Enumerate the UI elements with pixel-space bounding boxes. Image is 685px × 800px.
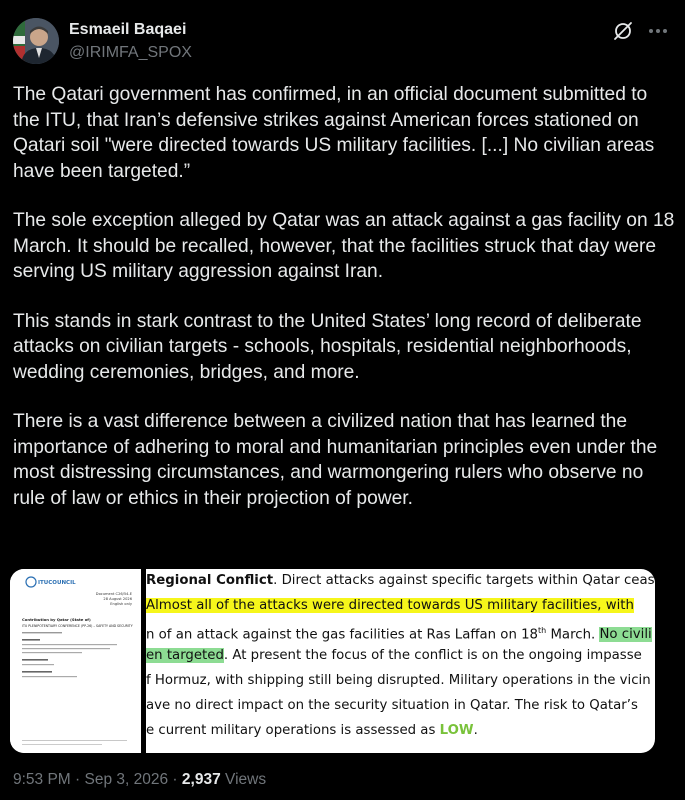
post-time[interactable]: 9:53 PM <box>13 771 71 788</box>
author-names <box>69 20 192 64</box>
document-thumbnail <box>10 569 141 753</box>
excerpt-highlight-green-1: No civili <box>599 627 652 643</box>
excerpt-heading: Regional Conflict <box>146 573 274 588</box>
more-options-button[interactable] <box>644 19 672 43</box>
excerpt-line-3-mid: March. <box>546 627 600 643</box>
excerpt-line-7-start: e current military operations is assessed as <box>146 723 440 738</box>
post-date[interactable]: Sep 3, 2026 <box>84 771 169 788</box>
excerpt-risk-low: LOW <box>439 723 474 738</box>
document-language: English only <box>110 602 132 606</box>
media-image-excerpt[interactable] <box>146 569 655 753</box>
excerpt-highlight-yellow: Almost all of the attacks were directed towards US military facilities, with <box>146 598 634 613</box>
excerpt-highlight-green-2: en targeted <box>146 648 224 663</box>
tweet-paragraph-1: The Qatari government has confirmed, in an official document submitted to the ITU, that Iran’s defensive strikes against American forces stationed on Qatari soil "were directed towards US military facilities. [...] No civilian areas have been targeted.” <box>13 84 655 182</box>
avatar[interactable] <box>13 18 59 64</box>
excerpt-line-4 <box>146 646 642 666</box>
grok-slash-icon <box>611 19 635 43</box>
document-logo: ITUCOUNCIL <box>38 580 76 586</box>
excerpt-line-7-end: . <box>473 723 478 738</box>
document-title: Contribution by Qatar (State of) <box>22 617 91 622</box>
excerpt-line-3 <box>146 621 652 645</box>
views-count[interactable]: 2,937 <box>181 771 221 788</box>
document-date: 28 August 2026 <box>103 597 132 601</box>
views-label: Views <box>220 771 267 788</box>
tweet-paragraph-4: There is a vast difference between a civilized nation that has learned the importance of adhering to moral and humanitarian principles even under the most distressing circumstances, and warmongering rulers who observe no rule of law or ethics in their projection of power. <box>13 411 658 509</box>
excerpt-line-2 <box>146 596 634 616</box>
excerpt-line-4-rest: . At present the focus of the conflict is on the ongoing impasse <box>223 648 642 663</box>
document-ref: Document C26/54-E <box>95 592 132 596</box>
tweet-paragraph-3: This stands in stark contrast to the United States’ long record of deliberate attacks on civilian targets - schools, hospitals, residential neighborhoods, wedding ceremonies, bridges, and more. <box>13 310 642 383</box>
tweet-media <box>10 569 655 753</box>
excerpt-line-3-start: n of an attack against the gas facilities at Ras Laffan on 18 <box>146 627 539 643</box>
excerpt-line-5: f Hormuz, with shipping still being disrupted. Military operations in the vicin <box>146 673 651 688</box>
tweet-paragraph-2: The sole exception alleged by Qatar was an attack against a gas facility on 18 March. It should be recalled, however, that the facilities struck that day were serving US military aggression against Iran. <box>13 210 675 282</box>
tweet-header <box>13 13 672 67</box>
meta-separator-2: · <box>168 771 182 788</box>
excerpt-line-7 <box>146 721 478 741</box>
tweet-text <box>13 82 677 535</box>
excerpt-line-3-sup: th <box>538 626 547 635</box>
excerpt-line-1-text: . Direct attacks against specific targets within Qatar ceas <box>273 573 655 588</box>
grok-button[interactable] <box>611 19 635 43</box>
excerpt-line-6: ave no direct impact on the security situation in Qatar. The risk to Qatar’s <box>146 698 638 713</box>
meta-separator: · <box>70 771 85 788</box>
avatar-photo-icon <box>13 18 59 64</box>
media-image-document[interactable] <box>10 569 141 753</box>
document-subtitle: ITU PLENIPOTENTIARY CONFERENCE (PP-26) – SAFETY AND SECURITY <box>22 624 133 628</box>
author-handle[interactable]: @IRIMFA_SPOX <box>69 44 192 61</box>
author-display-name[interactable]: Esmaeil Baqaei <box>69 21 187 38</box>
excerpt-line-1 <box>146 571 655 591</box>
more-dots-icon <box>644 19 672 43</box>
tweet-meta <box>13 770 266 790</box>
